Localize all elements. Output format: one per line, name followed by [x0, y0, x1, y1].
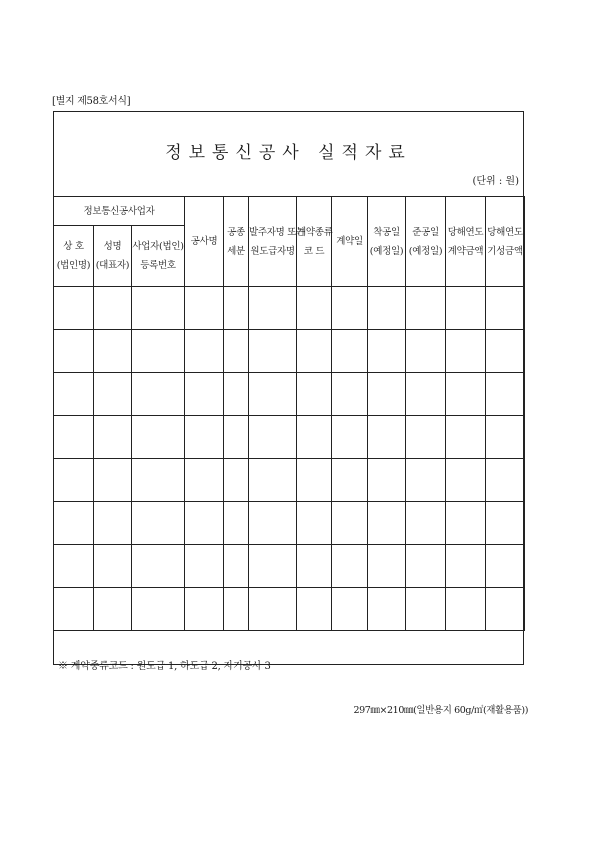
- table-cell[interactable]: [406, 373, 446, 416]
- table-cell[interactable]: [132, 588, 185, 631]
- table-cell[interactable]: [54, 373, 94, 416]
- table-cell[interactable]: [406, 588, 446, 631]
- header-line: 상 호: [63, 241, 84, 252]
- table-cell[interactable]: [132, 502, 185, 545]
- table-cell[interactable]: [332, 416, 368, 459]
- table-cell[interactable]: [249, 416, 297, 459]
- table-cell[interactable]: [446, 416, 486, 459]
- table-cell[interactable]: [368, 416, 406, 459]
- table-cell[interactable]: [224, 416, 249, 459]
- table-cell[interactable]: [132, 459, 185, 502]
- table-cell[interactable]: [406, 330, 446, 373]
- table-row: [54, 287, 525, 330]
- table-cell[interactable]: [406, 287, 446, 330]
- table-cell[interactable]: [486, 330, 525, 373]
- table-cell[interactable]: [332, 502, 368, 545]
- table-cell[interactable]: [368, 545, 406, 588]
- header-contract-date: [332, 197, 368, 287]
- table-cell[interactable]: [249, 588, 297, 631]
- header-client-name: [249, 197, 306, 287]
- table-cell[interactable]: [297, 330, 332, 373]
- table-cell[interactable]: [94, 545, 132, 588]
- table-cell[interactable]: [249, 545, 297, 588]
- header-line: 세분: [227, 245, 245, 257]
- header-line: 발주자명 또는: [249, 226, 306, 238]
- header-line: 원도급자명: [250, 245, 295, 257]
- table-cell[interactable]: [297, 287, 332, 330]
- table-cell[interactable]: [224, 459, 249, 502]
- table-cell[interactable]: [132, 373, 185, 416]
- header-line: (법인명): [56, 260, 91, 271]
- table-cell[interactable]: [446, 373, 486, 416]
- header-line: 공사명: [190, 236, 218, 247]
- table-cell[interactable]: [185, 330, 224, 373]
- header-project-name: [185, 197, 224, 287]
- header-line: 착공일: [373, 226, 400, 238]
- table-cell[interactable]: [224, 545, 249, 588]
- table-cell[interactable]: [249, 330, 297, 373]
- table-cell[interactable]: [94, 502, 132, 545]
- table-cell[interactable]: [406, 545, 446, 588]
- table-cell[interactable]: [297, 545, 332, 588]
- table-cell[interactable]: [224, 287, 249, 330]
- header-line: 계약종류: [297, 226, 333, 238]
- table-cell[interactable]: [486, 373, 525, 416]
- table-cell[interactable]: [446, 330, 486, 373]
- table-cell[interactable]: [54, 459, 94, 502]
- table-cell[interactable]: [249, 459, 297, 502]
- table-cell[interactable]: [368, 588, 406, 631]
- table-cell[interactable]: [297, 459, 332, 502]
- table-cell[interactable]: [332, 545, 368, 588]
- table-cell[interactable]: [368, 459, 406, 502]
- header-line: (예정일): [369, 245, 404, 257]
- table-row: [54, 416, 525, 459]
- header-line: 당해연도: [487, 226, 523, 238]
- header-line: 기성금액: [487, 245, 523, 257]
- header-line: (예정일): [408, 245, 443, 257]
- header-line: 공종: [227, 226, 245, 238]
- header-line: 준공일: [412, 226, 439, 238]
- table-cell[interactable]: [224, 330, 249, 373]
- unit-label: (단위 : 원): [472, 176, 519, 187]
- table-cell[interactable]: [54, 545, 94, 588]
- table-cell[interactable]: [224, 588, 249, 631]
- table-cell[interactable]: [94, 330, 132, 373]
- table-cell[interactable]: [249, 502, 297, 545]
- table-row: [54, 373, 525, 416]
- table-cell[interactable]: [54, 588, 94, 631]
- table-cell[interactable]: [132, 287, 185, 330]
- table-cell[interactable]: [446, 588, 486, 631]
- table-cell[interactable]: [224, 502, 249, 545]
- form-number-label: [별지 제58호서식]: [52, 96, 131, 107]
- table-cell[interactable]: [94, 416, 132, 459]
- table-cell[interactable]: [185, 502, 224, 545]
- form-box: [53, 111, 524, 672]
- table-row: [54, 545, 525, 588]
- table-cell[interactable]: [249, 287, 297, 330]
- table-cell[interactable]: [185, 287, 224, 330]
- table-cell[interactable]: [368, 330, 406, 373]
- table-cell[interactable]: [446, 287, 486, 330]
- table-cell[interactable]: [368, 287, 406, 330]
- table-cell[interactable]: [54, 330, 94, 373]
- table-cell[interactable]: [54, 502, 94, 545]
- header-contract-code: [297, 197, 332, 287]
- header-line: 성명: [103, 241, 122, 252]
- paper-spec: 297㎜×210㎜(일반용지 60g/㎡(재활용품)): [353, 705, 528, 716]
- header-line: (대표자): [95, 260, 130, 271]
- table-cell[interactable]: [368, 373, 406, 416]
- header-start-date: [368, 197, 406, 287]
- table-cell[interactable]: [406, 459, 446, 502]
- table-cell[interactable]: [406, 416, 446, 459]
- table-row: [54, 459, 525, 502]
- table-cell[interactable]: [486, 502, 525, 545]
- header-line: 코 드: [303, 245, 325, 257]
- header-progress-amount: [486, 197, 525, 287]
- header-line: 계약금액: [447, 245, 484, 257]
- table-row: [54, 502, 525, 545]
- table-cell[interactable]: [54, 287, 94, 330]
- table-cell[interactable]: [94, 588, 132, 631]
- table-cell[interactable]: [94, 373, 132, 416]
- form-title: 정보통신공사 실적자료: [165, 143, 412, 163]
- header-line: 등록번호: [140, 260, 176, 271]
- table-cell[interactable]: [249, 373, 297, 416]
- table-cell[interactable]: [185, 416, 224, 459]
- table-cell[interactable]: [486, 588, 525, 631]
- table-cell[interactable]: [368, 502, 406, 545]
- table-cell[interactable]: [406, 502, 446, 545]
- table-cell[interactable]: [224, 373, 249, 416]
- table-cell[interactable]: [94, 459, 132, 502]
- header-line: 사업자(법인): [132, 241, 184, 252]
- table-cell[interactable]: [332, 459, 368, 502]
- table-cell[interactable]: [446, 459, 486, 502]
- table-cell[interactable]: [486, 459, 525, 502]
- table-row: [54, 588, 525, 631]
- table-row: [54, 330, 525, 373]
- table-cell[interactable]: [332, 373, 368, 416]
- contract-code-note: ※ 계약종류코드 : 원도급 1, 하도급 2, 자기공사 3: [58, 661, 271, 672]
- table-cell[interactable]: [446, 545, 486, 588]
- table-cell[interactable]: [297, 416, 332, 459]
- header-company-name: [54, 226, 94, 287]
- header-contractor-group: 정보통신공사업자: [54, 197, 185, 226]
- header-registration-number: [132, 226, 185, 287]
- table-cell[interactable]: [185, 459, 224, 502]
- table-cell[interactable]: [54, 416, 94, 459]
- table-cell[interactable]: [486, 416, 525, 459]
- table-cell[interactable]: [486, 287, 525, 330]
- table-cell[interactable]: [132, 545, 185, 588]
- table-cell[interactable]: [446, 502, 486, 545]
- table-cell[interactable]: [332, 330, 368, 373]
- table-cell[interactable]: [297, 588, 332, 631]
- table-cell[interactable]: [185, 588, 224, 631]
- table-cell[interactable]: [132, 330, 185, 373]
- header-line: 계약일: [336, 236, 363, 247]
- header-line: 당해연도: [447, 226, 484, 238]
- table-cell[interactable]: [486, 545, 525, 588]
- table-cell[interactable]: [297, 373, 332, 416]
- table-cell[interactable]: [332, 287, 368, 330]
- table-cell[interactable]: [332, 588, 368, 631]
- table-cell[interactable]: [297, 502, 332, 545]
- table-cell[interactable]: [132, 416, 185, 459]
- header-contract-amount: [446, 197, 486, 287]
- header-work-type: [224, 197, 249, 287]
- table-cell[interactable]: [94, 287, 132, 330]
- table-cell[interactable]: [185, 373, 224, 416]
- record-table: [53, 196, 525, 631]
- header-completion-date: [406, 197, 446, 287]
- header-representative: [94, 226, 132, 287]
- table-cell[interactable]: [185, 545, 224, 588]
